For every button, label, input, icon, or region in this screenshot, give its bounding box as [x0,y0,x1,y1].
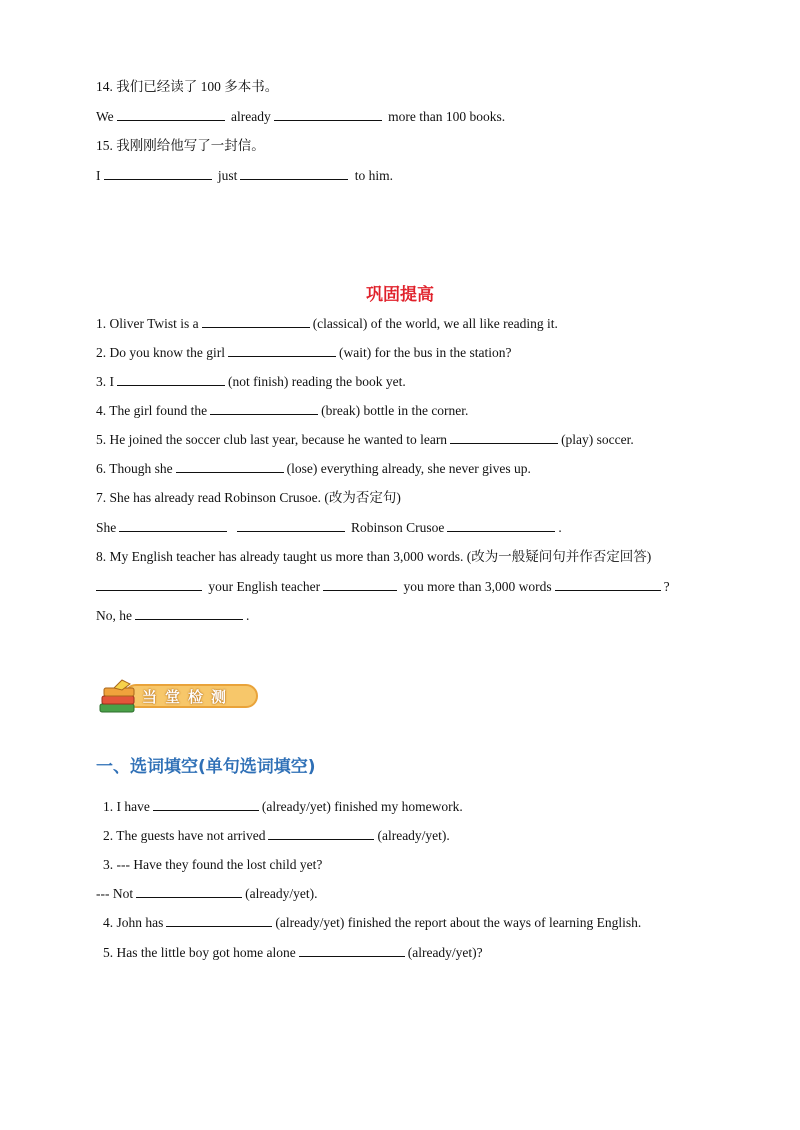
answer-blank[interactable] [228,344,336,357]
consolidate-q8-answer: your English teacher you more than 3,000 words ? [96,578,670,596]
answer-blank[interactable] [136,885,242,898]
answer-blank[interactable] [274,108,382,121]
test-q3-answer: --- Not (already/yet). [96,886,318,901]
q14-chinese: 14. 我们已经读了 100 多本书。 [96,79,279,94]
section-heading-fill-in: 一、选词填空(单句选词填空) [96,757,316,777]
answer-blank[interactable] [268,827,374,840]
answer-blank[interactable] [166,914,272,927]
answer-blank[interactable] [104,167,212,180]
consolidate-q8: 8. My English teacher has already taught us more than 3,000 words. (改为一般疑问句并作否定回答) [96,549,652,564]
answer-blank[interactable] [135,607,243,620]
q15-chinese: 15. 我刚刚给他写了一封信。 [96,138,265,153]
consolidate-q5: 5. He joined the soccer club last year, because he wanted to learn (play) soccer. [96,432,634,447]
consolidate-q8-no: No, he . [96,608,250,623]
answer-blank[interactable] [210,402,318,415]
test-q4: 4. John has (already/yet) finished the report about the ways of learning English. [103,915,642,930]
consolidate-q7-answer: She Robinson Crusoe . [96,520,562,535]
consolidate-q2: 2. Do you know the girl (wait) for the bus in the station? [96,345,512,360]
test-q1: 1. I have (already/yet) finished my homework. [103,799,463,814]
answer-blank[interactable] [450,431,558,444]
answer-blank[interactable] [119,519,227,532]
test-q2: 2. The guests have not arrived (already/yet). [103,828,450,843]
answer-blank[interactable] [447,519,555,532]
consolidate-q3: 3. I (not finish) reading the book yet. [96,374,406,389]
q15-english: I just to him. [96,168,394,183]
answer-blank[interactable] [153,798,259,811]
answer-blank[interactable] [237,519,345,532]
class-test-banner [96,678,262,718]
consolidate-q7: 7. She has already read Robinson Crusoe. (改为否定句) [96,490,401,505]
consolidate-q4: 4. The girl found the (break) bottle in the corner. [96,403,469,418]
banner-label: 当堂检测 [142,688,235,706]
test-q3: 3. --- Have they found the lost child yet? [103,857,323,872]
section-title-consolidate: 巩固提高 [366,285,434,305]
test-q5: 5. Has the little boy got home alone (already/yet)? [103,945,483,960]
answer-blank[interactable] [117,108,225,121]
q14-english: We already more than 100 books. [96,109,506,124]
answer-blank[interactable] [299,944,405,957]
answer-blank[interactable] [176,460,284,473]
consolidate-q1: 1. Oliver Twist is a (classical) of the world, we all like reading it. [96,316,558,331]
answer-blank[interactable] [555,578,661,591]
answer-blank[interactable] [202,315,310,328]
answer-blank[interactable] [240,167,348,180]
answer-blank[interactable] [96,578,202,591]
consolidate-q6: 6. Though she (lose) everything already, she never gives up. [96,461,531,476]
books-icon [96,678,140,718]
answer-blank[interactable] [323,578,397,591]
answer-blank[interactable] [117,373,225,386]
